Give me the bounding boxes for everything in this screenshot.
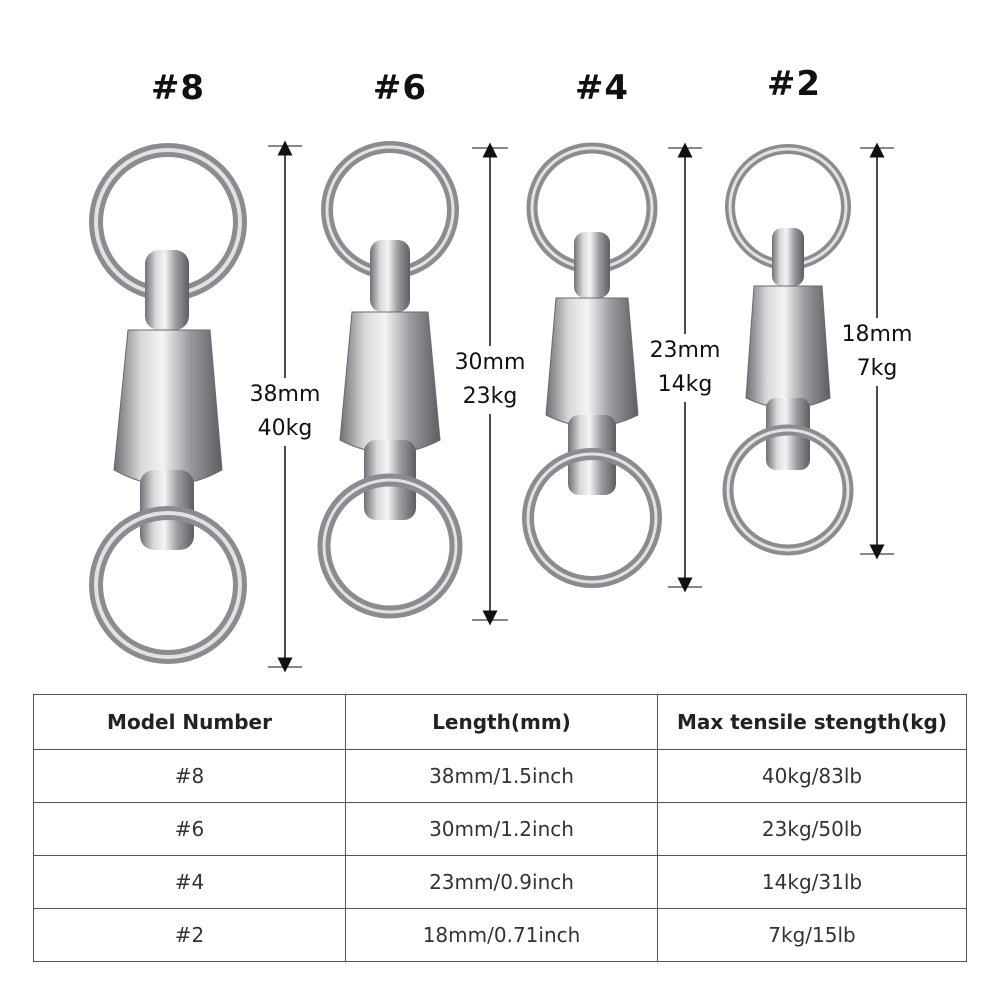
spec-4 [640, 334, 730, 402]
spec-length-8: 38mm [249, 382, 321, 407]
cell-strength: 7kg/15lb [658, 909, 967, 962]
table-row [34, 856, 967, 909]
cell-length: 23mm/0.9inch [346, 856, 658, 909]
model-label-4: #4 [574, 68, 630, 108]
spec-strength-4: 14kg [657, 372, 713, 397]
spec-strength-6: 23kg [462, 384, 518, 409]
spec-8 [240, 378, 330, 446]
spec-length-4: 23mm [649, 338, 721, 363]
cell-model: #2 [34, 909, 346, 962]
cell-model: #4 [34, 856, 346, 909]
spec-2 [832, 318, 922, 386]
cell-length: 38mm/1.5inch [346, 750, 658, 803]
header-max-tensile-strength: Max tensile stength(kg) [658, 695, 967, 750]
spec-table [33, 694, 967, 962]
cell-length: 30mm/1.2inch [346, 803, 658, 856]
cell-strength: 40kg/83lb [658, 750, 967, 803]
model-label-2: #2 [766, 64, 822, 104]
swivel-4 [528, 148, 656, 582]
model-label-6: #6 [372, 68, 428, 108]
header-length: Length(mm) [346, 695, 658, 750]
spec-length-2: 18mm [841, 322, 913, 347]
swivel-6 [324, 147, 456, 612]
table-row [34, 750, 967, 803]
cell-length: 18mm/0.71inch [346, 909, 658, 962]
model-label-8: #8 [150, 68, 206, 108]
cell-model: #8 [34, 750, 346, 803]
cell-strength: 14kg/31lb [658, 856, 967, 909]
swivel-8 [96, 150, 240, 657]
spec-strength-8: 40kg [257, 416, 313, 441]
table-row [34, 909, 967, 962]
table-row [34, 803, 967, 856]
header-model-number: Model Number [34, 695, 346, 750]
spec-length-6: 30mm [454, 350, 526, 375]
cell-strength: 23kg/50lb [658, 803, 967, 856]
cell-model: #6 [34, 803, 346, 856]
spec-strength-2: 7kg [856, 356, 898, 381]
spec-6 [445, 346, 535, 414]
swivel-2 [728, 149, 848, 550]
table-header-row [34, 695, 967, 750]
